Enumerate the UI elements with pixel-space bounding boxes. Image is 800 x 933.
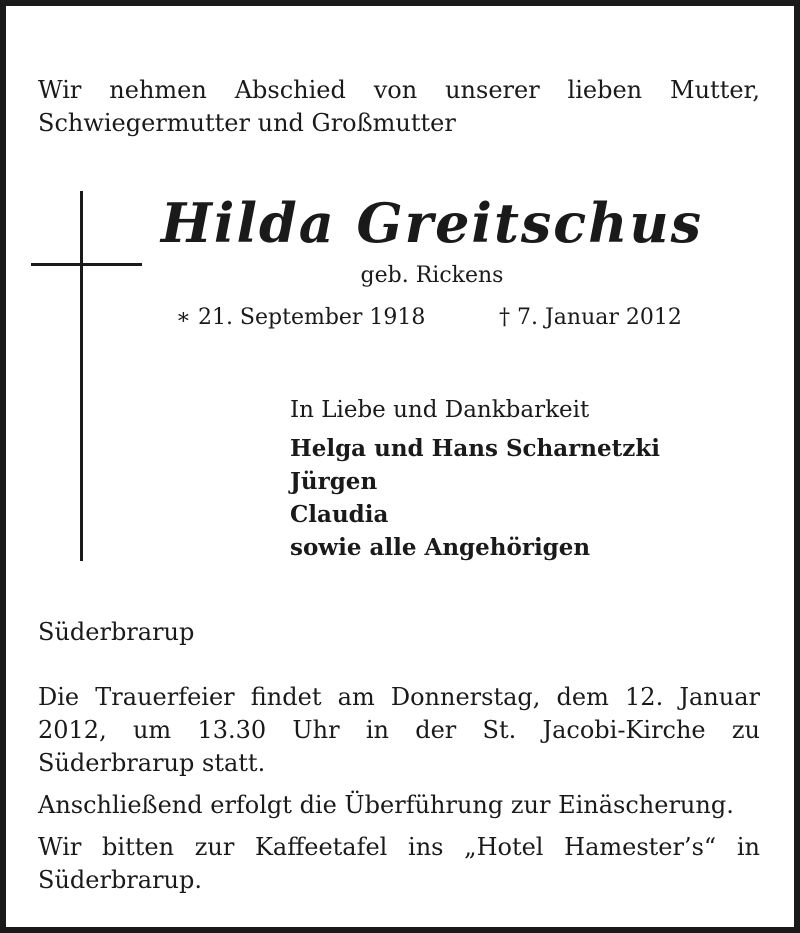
details-paragraph-2: Anschließend erfolgt die Überführung zur Einäscherung. xyxy=(38,791,734,819)
maiden-name: geb. Rickens xyxy=(360,263,504,288)
mourner-name: Claudia xyxy=(290,501,389,528)
intro-line-1: Wir nehmen Abschied von unserer lieben Mutter, xyxy=(38,76,760,104)
intro-line-2: Schwiegermutter und Großmutter xyxy=(38,109,456,137)
cross-horizontal-bar xyxy=(31,263,142,266)
mourner-name: Jürgen xyxy=(290,468,378,495)
details-paragraph-3: Wir bitten zur Kaffeetafel ins „Hotel Hamester’s“ in Süderbrarup. xyxy=(38,833,760,894)
details-paragraph-1: Die Trauerfeier findet am Donnerstag, dem 12. Januar 2012, um 13.30 Uhr in der St. Jacobi-Kirche zu Süderbrarup statt. xyxy=(38,683,760,777)
mourners-block xyxy=(290,394,750,564)
deceased-name: Hilda Greitschus xyxy=(160,191,704,255)
obituary-notice xyxy=(6,6,794,927)
mourner-name: Helga und Hans Scharnetzki xyxy=(290,435,661,462)
mourner-name: sowie alle Angehörigen xyxy=(290,534,591,561)
funeral-details xyxy=(38,681,760,906)
death-date: † 7. Januar 2012 xyxy=(499,305,682,330)
place-name: Süderbrarup xyxy=(38,618,195,646)
birth-date: ∗ 21. September 1918 xyxy=(176,305,426,330)
mourners-intro: In Liebe und Dankbarkeit xyxy=(290,397,590,423)
cross-vertical-bar xyxy=(80,191,83,561)
intro-text xyxy=(38,74,760,140)
